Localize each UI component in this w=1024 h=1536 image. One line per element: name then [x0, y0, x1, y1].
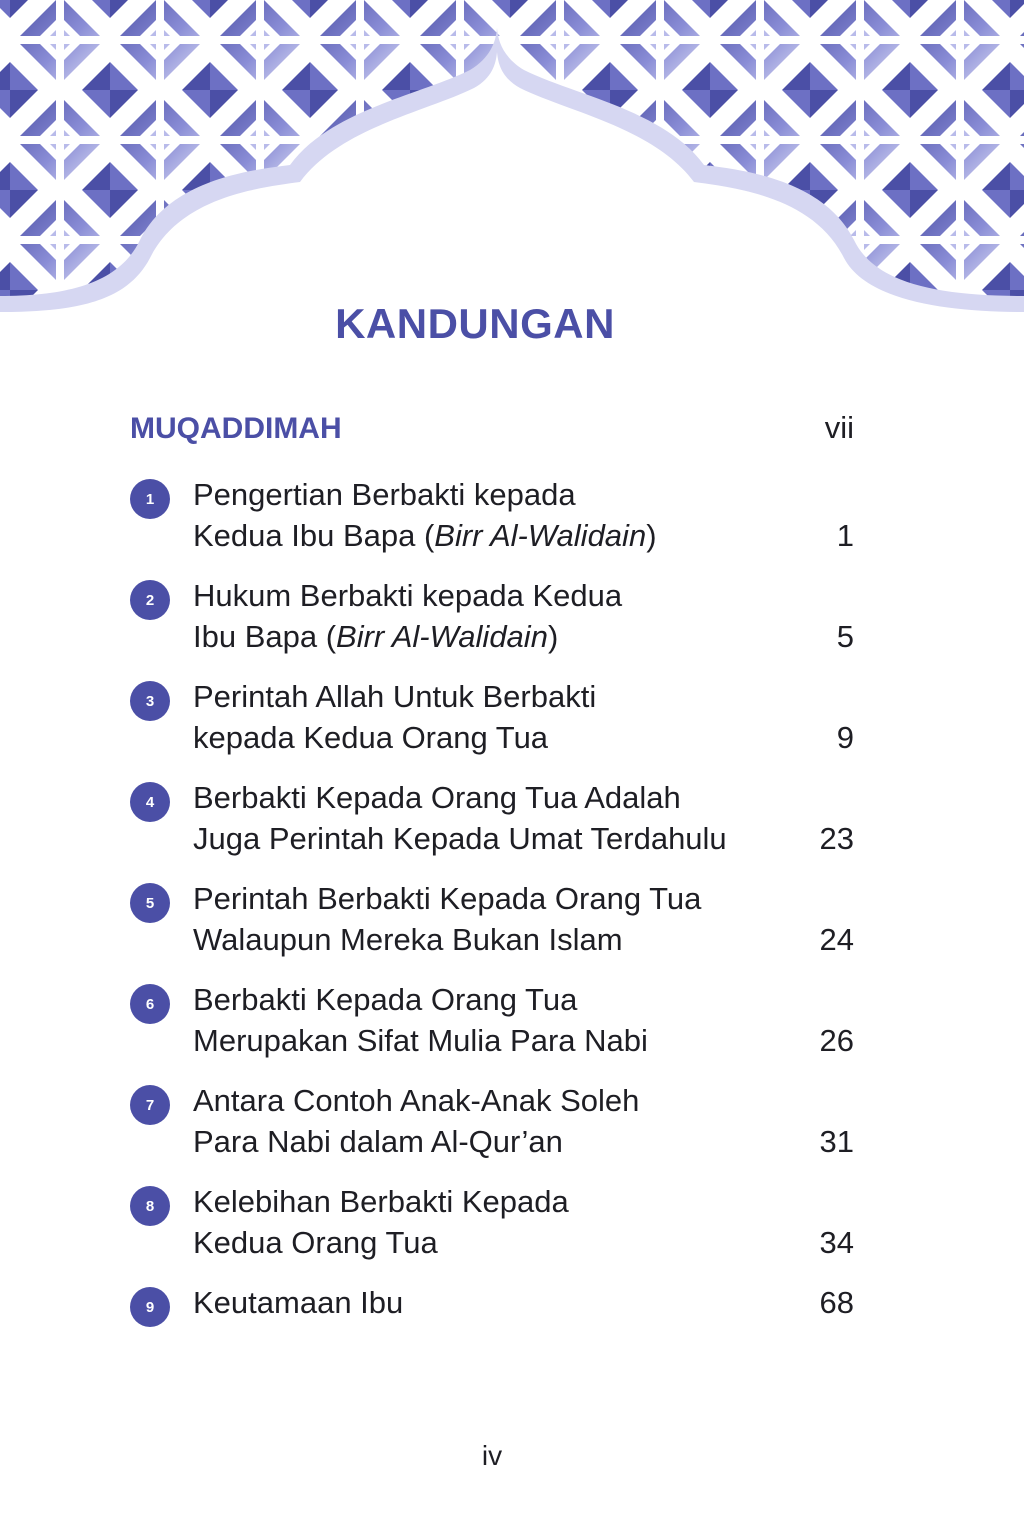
chapter-number-badge: 3 — [130, 681, 170, 721]
toc-entry-title: Pengertian Berbakti kepada Kedua Ibu Bapa (Birr Al-Walidain) — [193, 477, 657, 553]
toc-entry-title: Hukum Berbakti kepada Kedua Ibu Bapa (Birr Al-Walidain) — [193, 578, 623, 654]
toc-entry[interactable] — [130, 1181, 854, 1263]
toc-entry[interactable] — [130, 777, 854, 859]
chapter-number-badge: 7 — [130, 1085, 170, 1125]
toc-entry-page: 24 — [819, 922, 854, 957]
toc-entry[interactable] — [130, 575, 854, 657]
toc-entry-title: Perintah Berbakti Kepada Orang Tua Walaupun Mereka Bukan Islam — [193, 881, 702, 957]
toc-entry-page: 31 — [819, 1124, 854, 1159]
toc-entry-title: Perintah Allah Untuk Berbakti kepada Kedua Orang Tua — [193, 679, 597, 755]
toc-entry-page: 9 — [836, 720, 854, 755]
chapter-number-badge: 2 — [130, 580, 170, 620]
chapter-number-badge: 1 — [130, 479, 170, 519]
toc-entry-title: Antara Contoh Anak-Anak Soleh Para Nabi dalam Al-Qur’an — [193, 1083, 640, 1159]
decorative-header-pattern — [0, 0, 1024, 340]
chapter-number-badge: 9 — [130, 1287, 170, 1327]
toc-entry-page: 5 — [836, 619, 854, 654]
table-of-contents — [130, 410, 854, 1323]
toc-entry[interactable] — [130, 474, 854, 556]
toc-entry-title: Berbakti Kepada Orang Tua Adalah Juga Perintah Kepada Umat Terdahulu — [193, 780, 727, 856]
toc-entry[interactable] — [130, 1282, 854, 1323]
toc-entry[interactable] — [130, 878, 854, 960]
chapter-number-badge: 6 — [130, 984, 170, 1024]
toc-intro-page: vii — [824, 410, 854, 445]
toc-entry[interactable] — [130, 676, 854, 758]
page-number: iv — [481, 1440, 503, 1471]
toc-entry-page: 1 — [836, 518, 854, 553]
toc-entry-page: 23 — [819, 821, 854, 856]
toc-entry-page: 26 — [819, 1023, 854, 1058]
chapter-number-badge: 4 — [130, 782, 170, 822]
toc-entry-page: 34 — [819, 1225, 854, 1260]
chapter-number-badge: 5 — [130, 883, 170, 923]
toc-intro-label: MUQADDIMAH — [130, 412, 342, 445]
toc-intro-row[interactable] — [130, 410, 854, 456]
chapter-number-badge: 8 — [130, 1186, 170, 1226]
toc-entry-title: Kelebihan Berbakti Kepada Kedua Orang Tua — [193, 1184, 569, 1260]
toc-entry[interactable] — [130, 1080, 854, 1162]
toc-entry[interactable] — [130, 979, 854, 1061]
toc-entry-title: Berbakti Kepada Orang Tua Merupakan Sifat Mulia Para Nabi — [193, 982, 648, 1058]
toc-entry-page: 68 — [819, 1285, 854, 1320]
page-title: KANDUNGAN — [335, 300, 615, 347]
toc-entry-title: Keutamaan Ibu — [193, 1285, 404, 1320]
